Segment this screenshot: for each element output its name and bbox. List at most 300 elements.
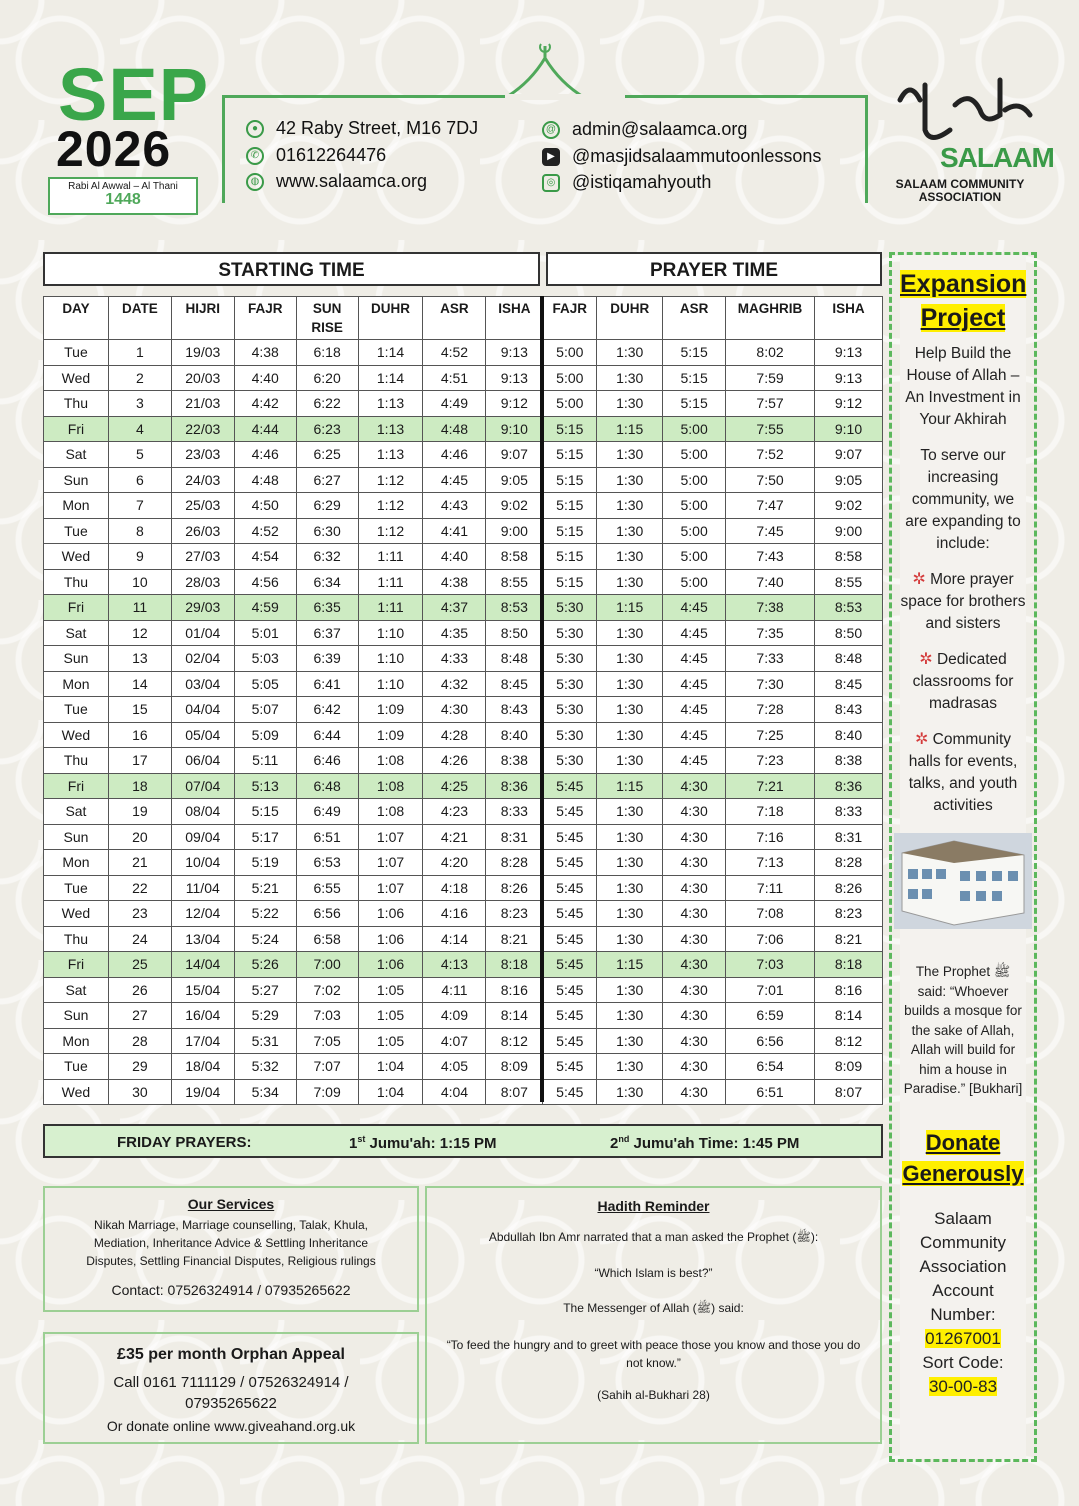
table-cell: 2 — [108, 365, 171, 391]
table-cell: 1:05 — [358, 1003, 423, 1029]
table-cell: 8:48 — [486, 646, 543, 672]
table-cell: 7:11 — [726, 875, 815, 901]
account-number — [900, 1327, 1026, 1351]
table-cell: 4:18 — [423, 875, 486, 901]
table-cell: 5:45 — [543, 1028, 597, 1054]
instagram-line — [542, 172, 711, 193]
table-cell: Tue — [44, 875, 109, 901]
table-cell: Wed — [44, 1079, 109, 1105]
globe-icon: ◍ — [246, 173, 264, 191]
table-cell: 1:30 — [597, 926, 663, 952]
table-cell: 4:11 — [423, 977, 486, 1003]
table-cell: 4:45 — [663, 620, 726, 646]
table-cell: 5:34 — [234, 1079, 296, 1105]
table-cell: 17/04 — [171, 1028, 234, 1054]
table-cell: 8:18 — [486, 952, 543, 978]
prophet-quote: The Prophet ﷺ said: “Whoever builds a mosque for the sake of Allah, Allah will build for him a house in Paradise.” [Bukhari] — [903, 964, 1023, 1096]
expansion-title — [900, 267, 1026, 301]
table-row — [44, 442, 883, 468]
table-cell: 4:05 — [423, 1054, 486, 1080]
table-cell: 7:07 — [296, 1054, 358, 1080]
table-cell: 4:30 — [663, 850, 726, 876]
table-cell: 1:06 — [358, 901, 423, 927]
table-cell: 6:49 — [296, 799, 358, 825]
table-cell: 8:33 — [815, 799, 883, 825]
table-cell: 5:45 — [543, 1054, 597, 1080]
table-cell: 1:30 — [597, 875, 663, 901]
table-cell: 8:36 — [815, 773, 883, 799]
table-cell: Mon — [44, 671, 109, 697]
table-cell: 26/03 — [171, 518, 234, 544]
table-cell: 5:24 — [234, 926, 296, 952]
table-cell: 29 — [108, 1054, 171, 1080]
table-cell: 5:17 — [234, 824, 296, 850]
table-cell: 7:25 — [726, 722, 815, 748]
salaam-logo — [880, 70, 1054, 210]
table-cell: 5:00 — [663, 493, 726, 519]
table-cell: Thu — [44, 748, 109, 774]
table-cell: 11 — [108, 595, 171, 621]
table-cell: Thu — [44, 391, 109, 417]
table-cell: 4:38 — [234, 340, 296, 366]
table-cell: 6:53 — [296, 850, 358, 876]
table-cell: 5:05 — [234, 671, 296, 697]
table-cell: Tue — [44, 1054, 109, 1080]
column-header: SUN RISE — [296, 297, 358, 340]
star-bullet-icon: ✲ — [912, 571, 926, 588]
table-cell: 4:14 — [423, 926, 486, 952]
table-cell: 6:56 — [296, 901, 358, 927]
table-cell: 01/04 — [171, 620, 234, 646]
table-cell: 8:50 — [486, 620, 543, 646]
table-cell: 1:11 — [358, 569, 423, 595]
table-cell: 5:15 — [543, 493, 597, 519]
table-cell: 4:35 — [423, 620, 486, 646]
sort-code-value: 30-00-83 — [928, 1376, 998, 1396]
table-cell: Sun — [44, 646, 109, 672]
table-cell: 10/04 — [171, 850, 234, 876]
table-cell: 1:09 — [358, 722, 423, 748]
table-row — [44, 1003, 883, 1029]
table-cell: 5:30 — [543, 646, 597, 672]
table-cell: 4:04 — [423, 1079, 486, 1105]
table-cell: 7:55 — [726, 416, 815, 442]
table-cell: 23/03 — [171, 442, 234, 468]
table-cell: 1:30 — [597, 493, 663, 519]
table-cell: 1:10 — [358, 620, 423, 646]
table-cell: 4:30 — [663, 926, 726, 952]
table-cell: 8:07 — [815, 1079, 883, 1105]
table-cell: 1:30 — [597, 824, 663, 850]
table-cell: 1:12 — [358, 467, 423, 493]
table-cell: 7 — [108, 493, 171, 519]
table-row — [44, 748, 883, 774]
table-cell: 7:21 — [726, 773, 815, 799]
table-cell: 22 — [108, 875, 171, 901]
table-cell: Sat — [44, 799, 109, 825]
table-cell: 5:30 — [543, 722, 597, 748]
column-header: ISHA — [486, 297, 543, 340]
table-cell: Sun — [44, 824, 109, 850]
table-cell: 9:13 — [815, 365, 883, 391]
table-cell: 25/03 — [171, 493, 234, 519]
table-cell: Mon — [44, 850, 109, 876]
table-cell: 5:15 — [543, 569, 597, 595]
table-cell: 8:09 — [486, 1054, 543, 1080]
table-cell: 5:03 — [234, 646, 296, 672]
table-cell: 5:29 — [234, 1003, 296, 1029]
bullet-halls — [900, 729, 1026, 817]
table-cell: 5:15 — [663, 340, 726, 366]
table-cell: 6:39 — [296, 646, 358, 672]
table-cell: 7:01 — [726, 977, 815, 1003]
table-cell: Fri — [44, 416, 109, 442]
first-jumuah-text: Jumu'ah: 1:15 PM — [365, 1135, 497, 1152]
table-cell: 5:45 — [543, 926, 597, 952]
table-cell: 6:51 — [726, 1079, 815, 1105]
table-cell: 4:30 — [663, 1079, 726, 1105]
table-cell: 8:43 — [815, 697, 883, 723]
table-cell: 8:38 — [486, 748, 543, 774]
bullet-classrooms-text: Dedicated classrooms for madrasas — [912, 651, 1014, 712]
instagram-link[interactable]: @istiqamahyouth — [572, 172, 712, 192]
expansion-title-line1: Expansion — [900, 270, 1027, 298]
year-title: 2026 — [56, 121, 172, 177]
table-cell: Wed — [44, 365, 109, 391]
table-cell: 1:30 — [597, 391, 663, 417]
table-cell: 8:07 — [486, 1079, 543, 1105]
table-cell: 9:00 — [486, 518, 543, 544]
table-cell: 4:16 — [423, 901, 486, 927]
table-cell: 9:02 — [815, 493, 883, 519]
column-header: DUHR — [597, 297, 663, 340]
table-cell: 7:06 — [726, 926, 815, 952]
table-cell: 8:33 — [486, 799, 543, 825]
table-cell: 4:50 — [234, 493, 296, 519]
table-cell: 8:23 — [486, 901, 543, 927]
table-cell: 5:30 — [543, 697, 597, 723]
table-cell: 7:23 — [726, 748, 815, 774]
orphan-title: £35 per month Orphan Appeal — [117, 1346, 345, 1363]
table-cell: 6:29 — [296, 493, 358, 519]
table-cell: 1:09 — [358, 697, 423, 723]
table-cell: 20 — [108, 824, 171, 850]
table-cell: 5:00 — [663, 544, 726, 570]
table-row — [44, 799, 883, 825]
table-cell: 1:06 — [358, 952, 423, 978]
table-cell: 7:40 — [726, 569, 815, 595]
table-cell: 6:27 — [296, 467, 358, 493]
table-cell: 1:30 — [597, 365, 663, 391]
youtube-line — [542, 146, 821, 167]
table-cell: 1:30 — [597, 722, 663, 748]
table-cell: 7:00 — [296, 952, 358, 978]
table-cell: 4:38 — [423, 569, 486, 595]
table-row — [44, 391, 883, 417]
table-cell: Thu — [44, 569, 109, 595]
table-cell: 26 — [108, 977, 171, 1003]
table-cell: 18 — [108, 773, 171, 799]
services-title: Our Services — [187, 1196, 275, 1212]
table-cell: 1:30 — [597, 748, 663, 774]
table-cell: 5:22 — [234, 901, 296, 927]
table-cell: 4:45 — [423, 467, 486, 493]
table-cell: 13/04 — [171, 926, 234, 952]
table-cell: 1:13 — [358, 391, 423, 417]
table-cell: 09/04 — [171, 824, 234, 850]
donate-title — [900, 1127, 1026, 1158]
table-cell: 12/04 — [171, 901, 234, 927]
table-cell: 8:31 — [486, 824, 543, 850]
table-cell: Tue — [44, 697, 109, 723]
table-cell: 5:45 — [543, 952, 597, 978]
sort-code — [900, 1375, 1026, 1399]
table-cell: 4:49 — [423, 391, 486, 417]
bullet-halls-text: Community halls for events, talks, and youth activities — [908, 731, 1018, 814]
table-cell: 9:05 — [815, 467, 883, 493]
account-number-value: 01267001 — [925, 1328, 1001, 1348]
hadith-line3: The Messenger of Allah (ﷺ) said: — [563, 1301, 744, 1315]
table-cell: 9:12 — [486, 391, 543, 417]
table-cell: 9:10 — [486, 416, 543, 442]
column-header: FAJR — [543, 297, 597, 340]
hijri-months: Rabi Al Awwal – Al Thani — [68, 181, 178, 192]
project-title — [900, 301, 1026, 335]
table-cell: 1:11 — [358, 595, 423, 621]
table-cell: 1:30 — [597, 850, 663, 876]
table-cell: 1:30 — [597, 442, 663, 468]
table-cell: 9:12 — [815, 391, 883, 417]
table-cell: Fri — [44, 595, 109, 621]
column-header: ASR — [663, 297, 726, 340]
table-cell: 6 — [108, 467, 171, 493]
youtube-link[interactable]: @masjidsalaammutoonlessons — [572, 146, 822, 166]
table-row — [44, 671, 883, 697]
table-cell: 7:05 — [296, 1028, 358, 1054]
table-cell: Sun — [44, 467, 109, 493]
table-cell: 5:15 — [543, 416, 597, 442]
table-cell: 4 — [108, 416, 171, 442]
table-cell: 5:30 — [543, 620, 597, 646]
table-row — [44, 1028, 883, 1054]
first-jumuah — [349, 1134, 496, 1152]
table-cell: 5:00 — [663, 416, 726, 442]
table-cell: 28/03 — [171, 569, 234, 595]
table-cell: 5:32 — [234, 1054, 296, 1080]
table-cell: 1:04 — [358, 1054, 423, 1080]
table-cell: 4:42 — [234, 391, 296, 417]
table-cell: 5:27 — [234, 977, 296, 1003]
table-cell: 8:53 — [486, 595, 543, 621]
email-link[interactable]: admin@salaamca.org — [572, 119, 748, 139]
table-cell: 8:53 — [815, 595, 883, 621]
table-cell: 5:26 — [234, 952, 296, 978]
table-cell: 8:50 — [815, 620, 883, 646]
table-cell: 25 — [108, 952, 171, 978]
table-row — [44, 416, 883, 442]
table-cell: 8:02 — [726, 340, 815, 366]
table-cell: 8:38 — [815, 748, 883, 774]
table-cell: 7:38 — [726, 595, 815, 621]
second-jumuah-text: Jumu'ah Time: 1:45 PM — [629, 1135, 800, 1152]
logo-org-name — [880, 178, 1040, 204]
at-icon: @ — [542, 121, 560, 139]
table-cell: 8:55 — [486, 569, 543, 595]
table-cell: 5:00 — [663, 467, 726, 493]
table-cell: 1:07 — [358, 875, 423, 901]
table-cell: 1:30 — [597, 1003, 663, 1029]
table-cell: 6:23 — [296, 416, 358, 442]
table-cell: 1:30 — [597, 1079, 663, 1105]
table-cell: 9:05 — [486, 467, 543, 493]
table-cell: 8:48 — [815, 646, 883, 672]
table-cell: 4:30 — [663, 977, 726, 1003]
table-cell: 1:30 — [597, 799, 663, 825]
table-cell: 8:28 — [486, 850, 543, 876]
table-cell: 4:32 — [423, 671, 486, 697]
table-cell: 19/04 — [171, 1079, 234, 1105]
table-cell: 9:10 — [815, 416, 883, 442]
table-cell: 27/03 — [171, 544, 234, 570]
table-cell: 4:37 — [423, 595, 486, 621]
table-cell: 4:48 — [234, 467, 296, 493]
table-cell: 17 — [108, 748, 171, 774]
account-text: Salaam Community Association Account Number: — [919, 1208, 1007, 1324]
table-row — [44, 467, 883, 493]
table-cell: 1:07 — [358, 824, 423, 850]
hijri-box — [48, 177, 198, 215]
table-cell: 8:45 — [815, 671, 883, 697]
table-row — [44, 722, 883, 748]
table-cell: Wed — [44, 544, 109, 570]
table-row — [44, 850, 883, 876]
table-cell: 7:16 — [726, 824, 815, 850]
table-row — [44, 1054, 883, 1080]
table-cell: 1:05 — [358, 977, 423, 1003]
table-cell: 8:58 — [486, 544, 543, 570]
table-cell: Tue — [44, 340, 109, 366]
table-cell: 6:20 — [296, 365, 358, 391]
table-cell: 21/03 — [171, 391, 234, 417]
table-cell: 5:45 — [543, 875, 597, 901]
phone-line — [246, 145, 386, 166]
arabic-calligraphy-logo-icon — [880, 70, 1040, 150]
table-cell: 1 — [108, 340, 171, 366]
table-cell: 8 — [108, 518, 171, 544]
table-cell: 24 — [108, 926, 171, 952]
services-contact: Contact: 07526324914 / 07935265622 — [111, 1282, 351, 1298]
logo-org-line2: ASSOCIATION — [918, 190, 1002, 204]
mosque-building-image — [894, 833, 1032, 929]
logo-org-line1: SALAAM COMMUNITY — [895, 177, 1025, 191]
table-cell: 7:47 — [726, 493, 815, 519]
table-cell: 1:08 — [358, 773, 423, 799]
table-cell: 7:33 — [726, 646, 815, 672]
table-row — [44, 952, 883, 978]
table-cell: 6:55 — [296, 875, 358, 901]
address-line — [246, 118, 478, 139]
table-cell: 7:18 — [726, 799, 815, 825]
table-cell: 18/04 — [171, 1054, 234, 1080]
table-cell: 08/04 — [171, 799, 234, 825]
expansion-title-line2: Project — [920, 304, 1006, 332]
website-link[interactable]: www.salaamca.org — [276, 171, 428, 191]
table-cell: 1:12 — [358, 493, 423, 519]
column-header: MAGHRIB — [726, 297, 815, 340]
table-cell: 4:30 — [663, 952, 726, 978]
table-cell: 8:36 — [486, 773, 543, 799]
table-divider — [540, 296, 544, 1102]
table-cell: 1:07 — [358, 850, 423, 876]
column-header: DATE — [108, 297, 171, 340]
generously-title — [900, 1158, 1026, 1189]
table-cell: 1:15 — [597, 416, 663, 442]
table-cell: 1:30 — [597, 620, 663, 646]
table-cell: 4:41 — [423, 518, 486, 544]
table-cell: 5:15 — [543, 442, 597, 468]
table-cell: 4:43 — [423, 493, 486, 519]
table-cell: 8:21 — [815, 926, 883, 952]
table-cell: 4:45 — [663, 697, 726, 723]
table-row — [44, 926, 883, 952]
column-header: ASR — [423, 297, 486, 340]
table-body — [44, 340, 883, 1105]
table-cell: 07/04 — [171, 773, 234, 799]
table-row — [44, 646, 883, 672]
table-cell: 7:13 — [726, 850, 815, 876]
table-row — [44, 875, 883, 901]
hadith-line5: (Sahih al-Bukhari 28) — [597, 1388, 710, 1402]
table-cell: 27 — [108, 1003, 171, 1029]
table-cell: 4:30 — [423, 697, 486, 723]
table-cell: 16 — [108, 722, 171, 748]
table-cell: 4:28 — [423, 722, 486, 748]
table-cell: 19/03 — [171, 340, 234, 366]
table-cell: 5:15 — [543, 518, 597, 544]
table-cell: 21 — [108, 850, 171, 876]
table-row — [44, 824, 883, 850]
table-cell: 7:43 — [726, 544, 815, 570]
youtube-icon: ▶ — [542, 148, 560, 166]
hadith-line4: “To feed the hungry and to greet with peace those you know and those you do not know.” — [446, 1338, 861, 1370]
table-row — [44, 365, 883, 391]
table-cell: 04/04 — [171, 697, 234, 723]
friday-label: FRIDAY PRAYERS: — [117, 1134, 252, 1151]
table-cell: 1:30 — [597, 518, 663, 544]
table-cell: 02/04 — [171, 646, 234, 672]
table-cell: 8:31 — [815, 824, 883, 850]
table-cell: 16/04 — [171, 1003, 234, 1029]
table-cell: 8:09 — [815, 1054, 883, 1080]
table-cell: 9 — [108, 544, 171, 570]
table-cell: 5:00 — [543, 340, 597, 366]
table-cell: 6:30 — [296, 518, 358, 544]
table-cell: 1:14 — [358, 365, 423, 391]
table-cell: Mon — [44, 1028, 109, 1054]
table-cell: 5:00 — [663, 518, 726, 544]
table-cell: Tue — [44, 518, 109, 544]
table-cell: 4:30 — [663, 773, 726, 799]
table-cell: 24/03 — [171, 467, 234, 493]
table-cell: 6:54 — [726, 1054, 815, 1080]
table-cell: 5:45 — [543, 799, 597, 825]
table-row — [44, 595, 883, 621]
table-cell: 1:30 — [597, 697, 663, 723]
table-cell: 1:15 — [597, 773, 663, 799]
table-cell: 7:59 — [726, 365, 815, 391]
table-cell: 1:30 — [597, 544, 663, 570]
hadith-title: Hadith Reminder — [597, 1198, 710, 1214]
